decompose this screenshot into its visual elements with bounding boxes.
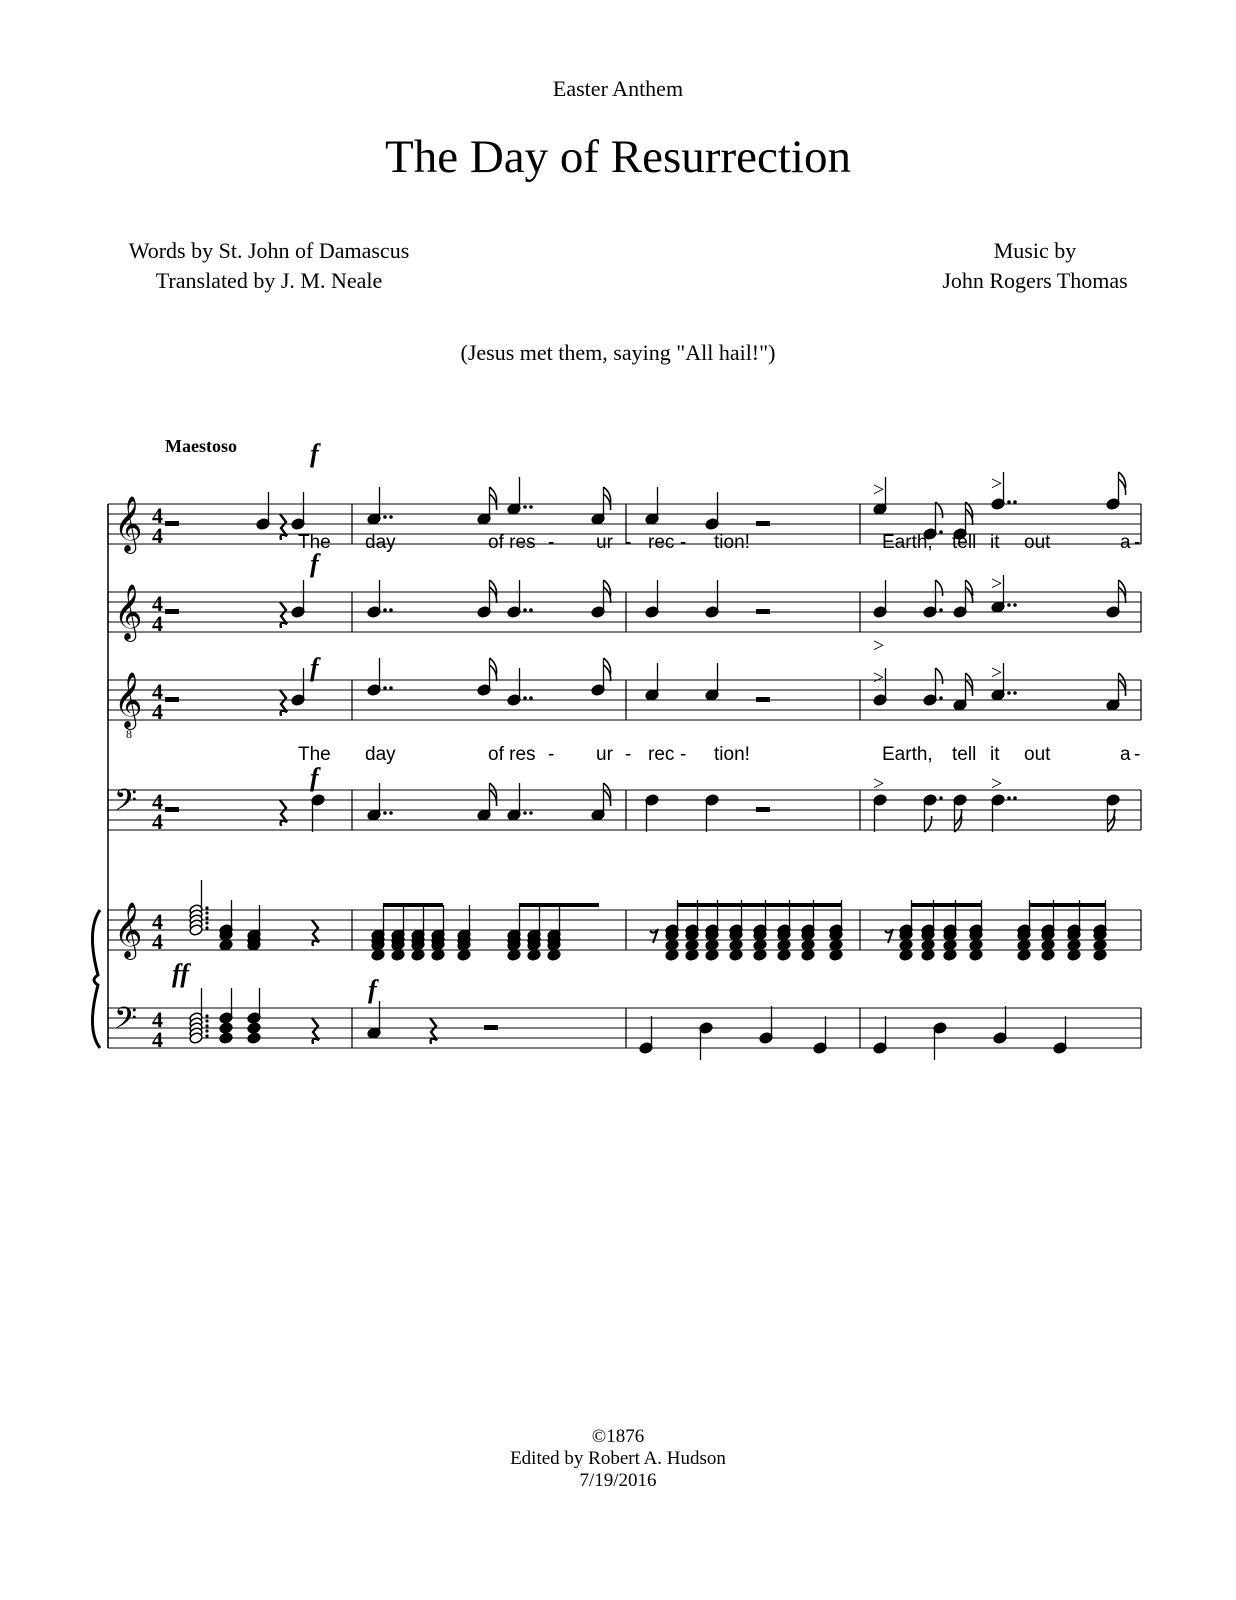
subtitle: Easter Anthem [552, 76, 684, 101]
notehead [777, 939, 791, 952]
bass-clef-icon: 𝄢 [114, 1002, 138, 1042]
dynamic-forte: f [310, 549, 319, 578]
tenor-staff [108, 673, 1141, 730]
dot [529, 505, 533, 509]
lyric-syllable: rec [648, 744, 675, 765]
lyric-syllable: - [680, 532, 687, 553]
time-sig-top: 4 [152, 503, 163, 528]
piano-brace [92, 910, 100, 1048]
notehead [1041, 949, 1055, 962]
time-sig-bottom: 4 [152, 929, 163, 954]
dot [1007, 691, 1011, 695]
notehead [1093, 939, 1107, 952]
notehead [219, 1032, 233, 1045]
dot [1013, 500, 1017, 504]
dot [939, 796, 943, 800]
treble-clef-icon: 𝄞 [114, 904, 143, 957]
quarter-rest [312, 1018, 319, 1044]
editor-credit: Edited by Robert A. Hudson [510, 1448, 726, 1469]
notehead [753, 939, 767, 952]
time-sig-top: 4 [152, 591, 163, 616]
notehead [411, 949, 425, 962]
notehead [685, 939, 699, 952]
notehead [829, 949, 843, 962]
notehead [921, 939, 935, 952]
lyric-syllable: - [625, 744, 632, 765]
dynamic-fortissimo: ff [172, 959, 189, 988]
lyric-syllable: tion! [714, 744, 750, 765]
lyric-syllable: The [298, 532, 331, 553]
dynamic-forte: f [310, 653, 319, 682]
notehead [777, 949, 791, 962]
tenor-octave-mark: 8 [126, 727, 132, 741]
lyric-syllable: ur [596, 744, 613, 765]
notehead [1093, 949, 1107, 962]
quarter-rest [280, 514, 287, 540]
dot [383, 608, 387, 612]
quarter-rest [280, 800, 287, 826]
notehead [457, 949, 471, 962]
soprano-lyrics [298, 532, 1140, 553]
notehead [943, 939, 957, 952]
dot [939, 530, 943, 534]
accent-mark: > [991, 773, 1003, 795]
piano-left-staff [108, 1002, 1141, 1052]
lyric-syllable: - [1134, 532, 1141, 553]
time-sig-bottom: 4 [152, 699, 163, 724]
notehead [969, 939, 983, 952]
treble-clef-icon: 𝄞 [114, 498, 143, 551]
half-rest [165, 807, 179, 812]
notehead [685, 949, 699, 962]
accent-mark: > [873, 773, 885, 795]
dot [939, 608, 943, 612]
notehead [1067, 939, 1081, 952]
dot [939, 696, 943, 700]
time-sig-top: 4 [152, 679, 163, 704]
notehead [829, 939, 843, 952]
lyric-syllable: of res [488, 744, 536, 765]
lyric-syllable: a [1120, 532, 1131, 553]
lyric-syllable: out [1024, 532, 1051, 553]
eighth-rest [650, 929, 658, 943]
lyric-syllable: out [1024, 744, 1051, 765]
dot [1007, 603, 1011, 607]
time-sig-top: 4 [152, 1007, 163, 1032]
dynamic-forte: f [368, 975, 377, 1004]
notehead [1017, 939, 1031, 952]
treble-clef-icon: 𝄞 [114, 674, 143, 727]
bass-clef-icon: 𝄢 [114, 784, 138, 824]
lyric-syllable: - [548, 532, 555, 553]
time-sig-top: 4 [152, 789, 163, 814]
notehead [247, 1022, 261, 1035]
half-rest [756, 521, 770, 526]
lyric-syllable: of res [488, 532, 536, 553]
quarter-rest [280, 690, 287, 716]
notehead [801, 939, 815, 952]
lyric-syllable: ur [596, 532, 613, 553]
dot [205, 1024, 208, 1027]
lyric-syllable: - [625, 532, 632, 553]
notehead [921, 949, 935, 962]
dot [383, 811, 387, 815]
lyric-syllable: The [298, 744, 331, 765]
flag [936, 580, 943, 596]
lyric-syllable: tell [952, 744, 977, 765]
dot [1013, 796, 1017, 800]
dot [529, 811, 533, 815]
dot [523, 811, 527, 815]
lyric-syllable: - [680, 744, 687, 765]
dot [205, 1034, 208, 1037]
dot [383, 686, 387, 690]
lyric-syllable: - [548, 744, 555, 765]
dot [205, 916, 208, 919]
composer-name: John Rogers Thomas [942, 268, 1128, 293]
notehead [705, 949, 719, 962]
notehead [1041, 939, 1055, 952]
lyric-syllable: it [990, 744, 1000, 765]
notehead [527, 949, 541, 962]
lyric-syllable: a [1120, 744, 1131, 765]
accent-mark: > [991, 573, 1003, 595]
dot [205, 1029, 208, 1032]
half-rest [484, 1025, 498, 1030]
notehead [247, 1032, 261, 1045]
notehead [547, 949, 561, 962]
notehead [1017, 949, 1031, 962]
piano-right-staff [108, 903, 1141, 960]
dot [205, 921, 208, 924]
dot [529, 608, 533, 612]
lyric-syllable: it [990, 532, 1000, 553]
time-sig-bottom: 4 [152, 809, 163, 834]
dot [383, 515, 387, 519]
accent-mark: > [873, 667, 885, 689]
dot [1007, 500, 1011, 504]
dot [205, 1019, 208, 1022]
notehead [729, 949, 743, 962]
alto-staff [108, 585, 1141, 642]
notehead [665, 949, 679, 962]
accent-mark: > [873, 635, 885, 657]
notehead [969, 949, 983, 962]
half-rest [165, 521, 179, 526]
notehead [391, 949, 405, 962]
half-rest [756, 807, 770, 812]
half-rest [165, 609, 179, 614]
notehead [1067, 949, 1081, 962]
notehead [507, 949, 521, 962]
notehead [753, 949, 767, 962]
dot [389, 811, 393, 815]
dot [205, 926, 208, 929]
page-title: The Day of Resurrection [385, 131, 851, 183]
dot [523, 608, 527, 612]
lyric-syllable: tion! [714, 532, 750, 553]
lyric-syllable: rec [648, 532, 675, 553]
dot [389, 515, 393, 519]
dot [205, 1014, 208, 1017]
dot [523, 505, 527, 509]
notehead [899, 939, 913, 952]
accent-mark: > [873, 479, 885, 501]
half-rest [756, 609, 770, 614]
dot [1013, 603, 1017, 607]
edit-date: 7/19/2016 [579, 1470, 657, 1491]
notehead [943, 949, 957, 962]
accent-mark: > [991, 662, 1003, 684]
dot [205, 906, 208, 909]
half-rest [756, 697, 770, 702]
dot [529, 696, 533, 700]
accent-mark: > [991, 473, 1003, 495]
dot [1007, 796, 1011, 800]
notehead [431, 949, 445, 962]
quarter-rest [280, 602, 287, 628]
footer [0, 1426, 1236, 1492]
lyric-syllable: Earth, [882, 744, 933, 765]
notehead [219, 1022, 233, 1035]
copyright: ©1876 [591, 1426, 645, 1447]
notehead [729, 939, 743, 952]
notehead [665, 939, 679, 952]
time-sig-top: 4 [152, 909, 163, 934]
lyric-syllable: Earth, [882, 532, 933, 553]
flag [936, 668, 943, 684]
translator-line: Translated by J. M. Neale [155, 268, 383, 293]
dot [389, 608, 393, 612]
eighth-rest [885, 929, 893, 943]
dynamic-forte: f [310, 763, 319, 792]
notehead [801, 949, 815, 962]
music-by-line: Music by [993, 238, 1077, 263]
quarter-rest [312, 920, 319, 946]
scripture-note: (Jesus met them, saying "All hail!") [460, 340, 776, 365]
time-sig-bottom: 4 [152, 1027, 163, 1052]
notehead [899, 949, 913, 962]
bass-staff [108, 784, 1141, 834]
time-sig-bottom: 4 [152, 523, 163, 548]
dot [523, 696, 527, 700]
half-rest [165, 697, 179, 702]
lyric-syllable: day [365, 744, 396, 765]
treble-clef-icon: 𝄞 [114, 586, 143, 639]
dynamic-forte: f [310, 439, 319, 468]
dot [389, 686, 393, 690]
words-line: Words by St. John of Damascus [128, 238, 410, 263]
quarter-rest [430, 1018, 437, 1044]
dot [1013, 691, 1017, 695]
time-sig-bottom: 4 [152, 611, 163, 636]
notehead [705, 939, 719, 952]
dot [205, 911, 208, 914]
tenor-lyrics [298, 744, 1140, 765]
notehead [371, 949, 385, 962]
lyric-syllable: - [1134, 744, 1141, 765]
tempo-marking: Maestoso [165, 436, 237, 456]
lyric-syllable: day [365, 532, 396, 553]
lyric-syllable: tell [952, 532, 977, 553]
notehead [219, 939, 233, 952]
